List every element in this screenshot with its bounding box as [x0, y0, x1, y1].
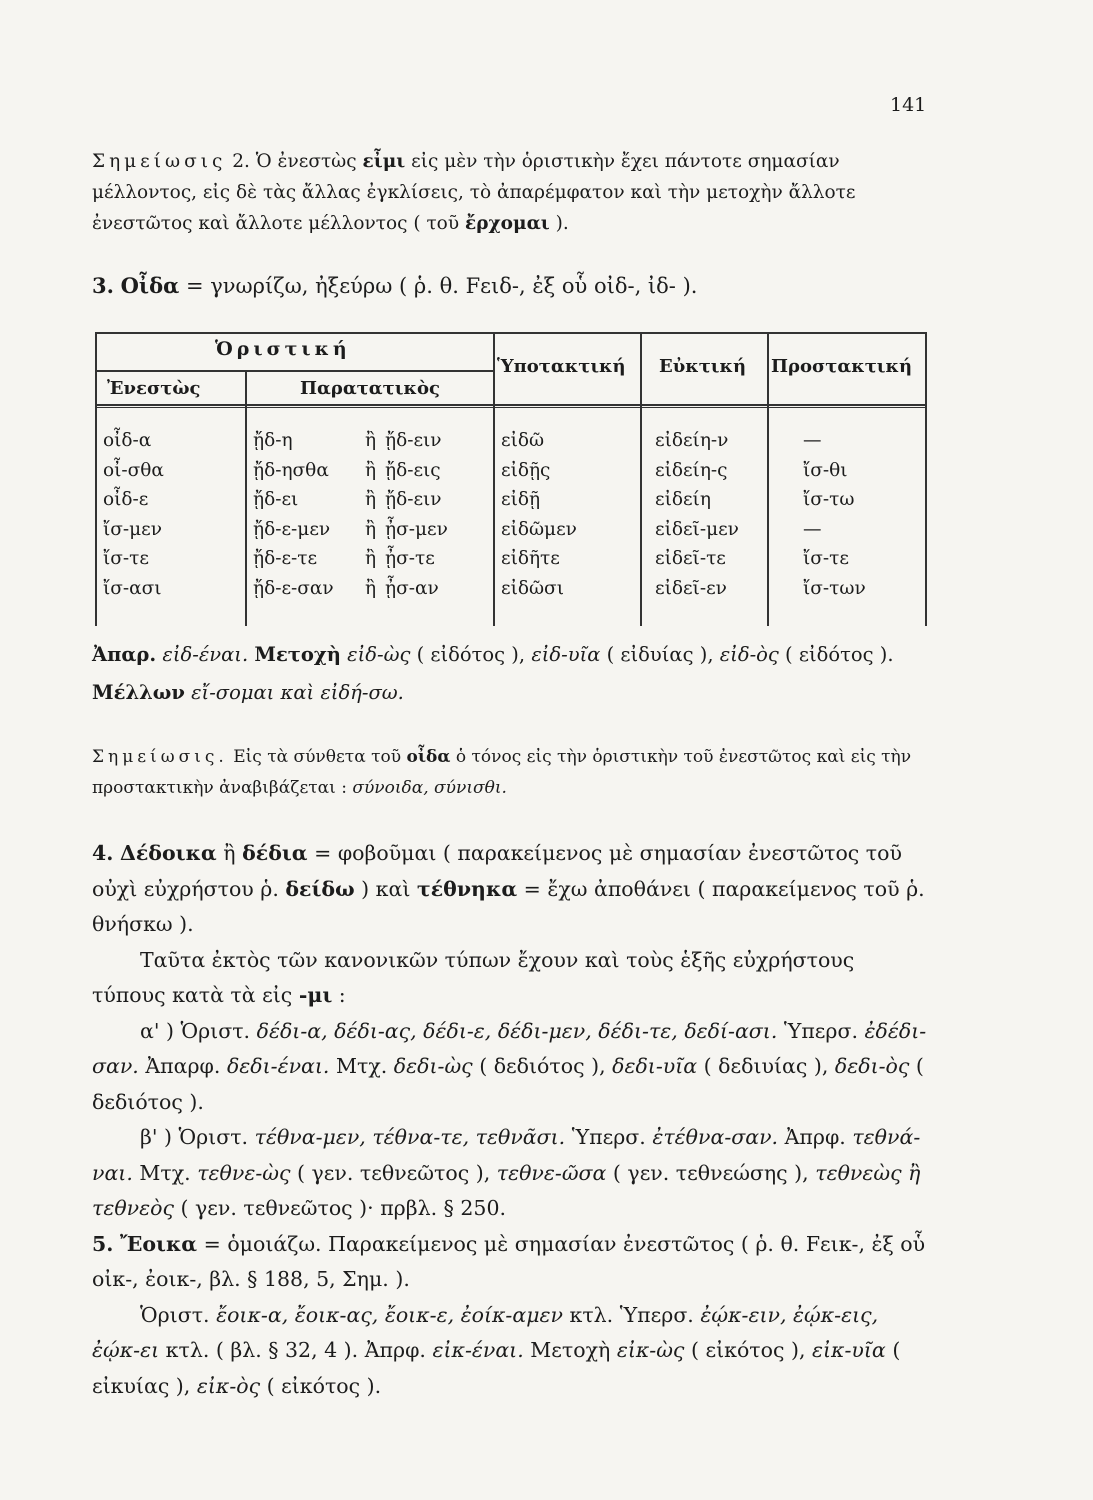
cell-eukt: εἰδείη [655, 489, 711, 510]
cell-prost: ἴσ-τε [803, 548, 849, 569]
cell-eukt: εἰδείη-ς [655, 459, 728, 481]
cell-prost: ἴσ-θι [803, 459, 848, 481]
header-paratatikos: Παρατατικὸς [300, 378, 440, 399]
header-enestos: Ἐνεστὼς [107, 378, 201, 399]
cell-enestos: οἶδ-ε [103, 489, 149, 510]
conjugation-table [95, 332, 927, 626]
cell-prost: — [803, 518, 822, 540]
cell-enestos: ἴσ-τε [103, 548, 149, 569]
cell-ypot: εἰδῇ [501, 489, 541, 510]
note-1: Σημείωσις 2. Ὁ ἐνεστὼς εἶμι εἰς μὲν τὴν ὁριστικὴν ἔχει πάντοτε σημασίαν μέλλοντος, εἰς δὲ τὰς ἄλλας ἐγκλίσεις, τὸ ἀπαρέμφατον καὶ τὴν μετοχὴν ἄλλοτε ἐνεστῶτος καὶ ἄλλοτε μέλλοντος ( τοῦ ἔρχομαι ). [92, 151, 856, 234]
cell-or: ἢ [365, 577, 377, 599]
header-oristiki: Ὁριστική [215, 338, 351, 360]
table-divider [245, 370, 247, 626]
header-ypotaktiki: Ὑποτακτική [497, 356, 626, 377]
cell-eukt: εἰδεῖ-μεν [655, 518, 739, 540]
cell-eukt: εἰδείη-ν [655, 430, 729, 451]
cell-ypot: εἰδῆτε [501, 548, 560, 569]
cell-prost: — [803, 430, 822, 451]
note-2: Σημείωσις. Εἰς τὰ σύνθετα τοῦ οἶδα ὁ τόνος εἰς τὴν ὁριστικὴν τοῦ ἐνεστῶτος καὶ εἰς τὴν προστακτικὴν ἀναβιβάζεται : σύνοιδα, σύνισθι. [92, 747, 912, 798]
cell-enestos: ἴσ-ασι [103, 577, 162, 599]
cell-eukt: εἰδεῖ-τε [655, 548, 726, 569]
cell-prost: ἴσ-τω [803, 489, 855, 510]
cell-enestos: οἶ-σθα [103, 459, 164, 481]
cell-para2: ᾔδ-ειν [385, 430, 442, 451]
table-divider [640, 332, 642, 626]
table-divider [493, 332, 495, 626]
cell-or: ἢ [365, 548, 377, 569]
cell-or: ἢ [365, 430, 377, 451]
cell-enestos: ἴσ-μεν [103, 518, 162, 540]
cell-prost: ἴσ-των [803, 577, 866, 599]
cell-para1: ᾔδ-ει [253, 489, 299, 510]
section-5-forms: Ὁριστ. ἔοικ-α, ἔοικ-ας, ἔοικ-ε, ἐοίκ-αμεν κτλ. Ὑπερσ. ἐῴκ-ειν, ἐῴκ-εις, ἐῴκ-ει κτλ. ( βλ. § 32, 4 ). Ἀπρφ. εἰκ-έναι. Μετοχὴ εἰκ-ὼς ( εἰκότος ), εἰκ-υῖα ( εἰκυίας ), εἰκ-ὸς ( εἰκότος ). [92, 1302, 901, 1398]
header-prostaktiki: Προστακτική [771, 356, 913, 377]
cell-para2: ᾖσ-μεν [385, 518, 448, 540]
table-divider [95, 407, 927, 408]
cell-para1: ᾔδ-ε-μεν [253, 518, 331, 540]
cell-ypot: εἰδῶμεν [501, 518, 577, 540]
cell-para1: ᾔδ-ε-σαν [253, 577, 334, 599]
header-euktiki: Εὐκτική [659, 356, 747, 377]
cell-para2: ᾖσ-αν [385, 577, 439, 599]
section-4-intro: 4. Δέδοικα ἢ δέδια = φοβοῦμαι ( παρακείμενος μὲ σημασίαν ἐνεστῶτος τοῦ οὐχὶ εὐχρήστου ῥ. δείδω ) καὶ τέθνηκα = ἔχω ἀποθάνει ( παρακείμενος τοῦ ῥ. θνήσκω ). [92, 841, 925, 936]
section-3-heading: 3. Οἶδα = γνωρίζω, ἠξεύρω ( ῥ. θ. Fειδ-, ἐξ οὗ οἰδ-, ἰδ- ). [92, 273, 698, 298]
cell-para1: ᾔδ-η [253, 430, 293, 451]
table-divider [767, 332, 769, 626]
page-number: 141 [890, 94, 927, 116]
cell-ypot: εἰδῇς [501, 459, 551, 481]
aparemfato-paragraph: Ἀπαρ. εἰδ-έναι. Μετοχὴ εἰδ-ὼς ( εἰδότος ), εἰδ-υῖα ( εἰδυίας ), εἰδ-ὸς ( εἰδότος ). Μέλλων εἴ-σομαι καὶ εἰδή-σω. [92, 643, 894, 704]
note-1-label: Σημείωσις [92, 151, 227, 172]
table-divider [95, 404, 927, 406]
cell-or: ἢ [365, 459, 377, 481]
cell-or: ἢ [365, 489, 377, 510]
cell-para2: ᾔδ-εις [385, 459, 441, 481]
cell-eukt: εἰδεῖ-εν [655, 577, 727, 599]
section-4 [92, 836, 932, 1404]
cell-or: ἢ [365, 518, 377, 540]
cell-para2: ᾖσ-τε [385, 548, 435, 569]
cell-ypot: εἰδῶ [501, 430, 545, 451]
section-4-item-a: α' ) Ὁριστ. δέδι-α, δέδι-ας, δέδι-ε, δέδι-μεν, δέδι-τε, δεδί-ασι. Ὑπερσ. ἐδέδι-σαν. Ἀπαρφ. δεδι-έναι. Μτχ. δεδι-ὼς ( δεδιότος ), δεδι-υῖα ( δεδιυίας ), δεδι-ὸς ( δεδιότος ). [92, 1018, 927, 1114]
cell-para2: ᾔδ-ειν [385, 489, 442, 510]
cell-para1: ᾔδ-ε-τε [253, 548, 318, 569]
cell-para1: ᾔδ-ησθα [253, 459, 329, 481]
section-5: 5. Ἔοικα = ὁμοιάζω. Παρακείμενος μὲ σημασίαν ἐνεστῶτος ( ῥ. θ. Fεικ-, ἐξ οὗ οἰκ-, ἐοικ-, βλ. § 188, 5, Σημ. ). [92, 1231, 926, 1291]
section-4-para-2: Ταῦτα ἐκτὸς τῶν κανονικῶν τύπων ἔχουν καὶ τοὺς ἑξῆς εὐχρήστους τύπους κατὰ τὰ εἰς -μι : [92, 947, 855, 1007]
table-divider [95, 370, 495, 372]
cell-enestos: οἶδ-α [103, 430, 152, 451]
section-4-item-b: β' ) Ὁριστ. τέθνα-μεν, τέθνα-τε, τεθνᾶσι. Ὑπερσ. ἐτέθνα-σαν. Ἀπρφ. τεθνά-ναι. Μτχ. τεθνε-ὼς ( γεν. τεθνεῶτος ), τεθνε-ῶσα ( γεν. τεθνεώσης ), τεθνεὼς ἢ τεθνεὸς ( γεν. τεθνεῶτος )· πρβλ. § 250. [92, 1125, 921, 1220]
cell-ypot: εἰδῶσι [501, 577, 564, 599]
